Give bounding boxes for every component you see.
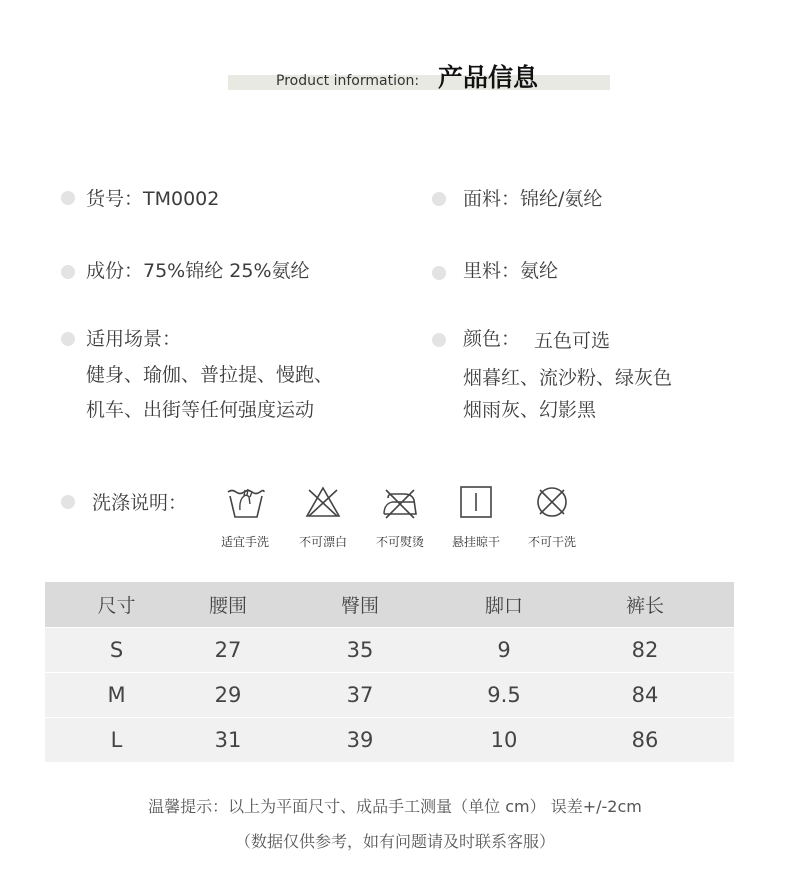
cell-hip: 39 [268,718,452,763]
bullet-dot [61,495,75,509]
washing-label: 洗涤说明： [92,492,188,514]
cell-length: 82 [556,628,734,673]
tip-note: 温馨提示：以上为平面尺寸、成品手工测量（单位 cm） 误差+/-2cm [148,797,642,816]
cell-size: S [45,628,188,673]
header-length: 裤长 [556,582,734,628]
hang-dry-icon [456,484,496,520]
no-dry-clean-icon [532,484,572,520]
color-value: 五色可选 [534,330,611,352]
wash-label-no-bleach: 不可漂白 [298,535,347,549]
cell-leg-opening: 9.5 [452,673,556,718]
header-hip: 臀围 [268,582,452,628]
wash-label-hand-wash: 适宜手洗 [220,535,269,549]
bullet-dot [432,266,446,280]
scenes-label: 适用场景： [86,328,182,350]
bullet-dot [432,333,446,347]
header-title-cn: 产品信息 [438,63,539,92]
lining: 里料：氨纶 [463,260,559,282]
cell-hip: 37 [268,673,452,718]
scenes-line-2: 机车、出街等任何强度运动 [86,399,315,421]
cell-leg-opening: 9 [452,628,556,673]
hand-wash-icon [226,484,266,520]
item-number: 货号：TM0002 [86,188,220,210]
wash-label-hang-dry: 悬挂晾干 [451,535,500,549]
wash-label-no-dry-clean: 不可干洗 [527,535,576,549]
no-iron-icon [380,484,420,520]
wash-label-no-iron: 不可熨烫 [375,535,424,549]
cell-hip: 35 [268,628,452,673]
header-leg-opening: 脚口 [452,582,556,628]
header-title-en: Product information: [276,73,420,89]
cell-length: 84 [556,673,734,718]
table-row [45,718,734,763]
reference-note: （数据仅供参考，如有问题请及时联系客服） [234,832,555,851]
colors-line-1: 烟暮红、流沙粉、绿灰色 [463,367,673,389]
cell-leg-opening: 10 [452,718,556,763]
cell-size: L [45,718,188,763]
size-table-header-row [45,582,734,628]
header-size: 尺寸 [45,582,188,628]
composition: 成份：75%锦纶 25%氨纶 [86,260,310,282]
cell-waist: 27 [188,628,268,673]
colors-line-2: 烟雨灰、幻影黑 [463,399,597,421]
color-label: 颜色： [463,328,521,350]
no-bleach-icon [303,484,343,520]
table-row [45,628,734,673]
cell-waist: 29 [188,673,268,718]
table-row [45,673,734,718]
cell-waist: 31 [188,718,268,763]
cell-length: 86 [556,718,734,763]
bullet-dot [61,191,75,205]
size-table [45,582,734,762]
cell-size: M [45,673,188,718]
scenes-line-1: 健身、瑜伽、普拉提、慢跑、 [86,364,334,386]
bullet-dot [61,265,75,279]
header-waist: 腰围 [188,582,268,628]
bullet-dot [61,332,75,346]
bullet-dot [432,192,446,206]
fabric: 面料：锦纶/氨纶 [463,188,603,210]
